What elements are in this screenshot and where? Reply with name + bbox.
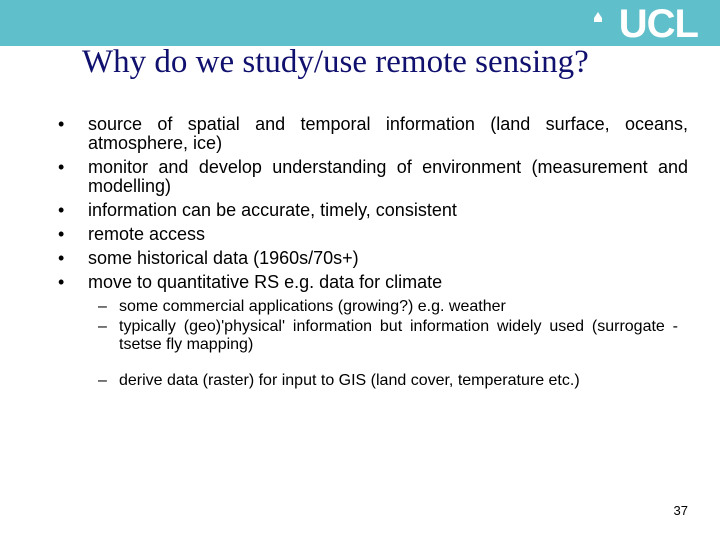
bullet-item [58,273,688,292]
sub-bullet-dash: – [98,298,107,315]
sub-bullet-item [98,318,678,354]
sub-bullet-list [98,298,678,356]
page-number: 37 [673,503,688,518]
bullet-item [58,249,688,268]
sub-bullet-dash: – [98,372,107,389]
bullet-item [58,158,688,196]
bullet-text: monitor and develop understanding of environment (measurement and modelling) [88,157,688,196]
sub-bullet-text: typically (geo)'physical' information but information widely used (surrogate - tsetse fly mapping) [119,318,678,353]
sub-bullet-dash: – [98,318,107,335]
bullet-text: source of spatial and temporal information (land surface, oceans, atmosphere, ice) [88,114,688,153]
logo-portico-icon [594,18,602,22]
sub-bullet-list-extra [98,372,678,390]
bullet-text: information can be accurate, timely, consistent [88,200,457,220]
bullet-text: some historical data (1960s/70s+) [88,248,359,268]
bullet-dot: • [58,200,65,220]
bullet-text: move to quantitative RS e.g. data for climate [88,272,443,292]
bullet-dot: • [58,224,65,244]
bullet-dot: • [58,272,65,292]
bullet-item [58,225,688,244]
slide-title: Why do we study/use remote sensing? [82,44,589,80]
bullet-text: remote access [88,224,206,244]
bullet-dot: • [58,248,65,268]
bullet-item [58,201,688,220]
sub-bullet-text: some commercial applications (growing?) e.g. weather [119,298,506,315]
sub-bullet-item [98,298,678,316]
bullet-list [58,115,688,297]
bullet-item [58,115,688,153]
logo-text: UCL [618,2,698,46]
sub-bullet-text: derive data (raster) for input to GIS (land cover, temperature etc.) [119,372,580,389]
sub-bullet-item [98,372,678,390]
ucl-logo [0,0,720,46]
bullet-dot: • [58,157,65,177]
bullet-dot: • [58,114,65,134]
